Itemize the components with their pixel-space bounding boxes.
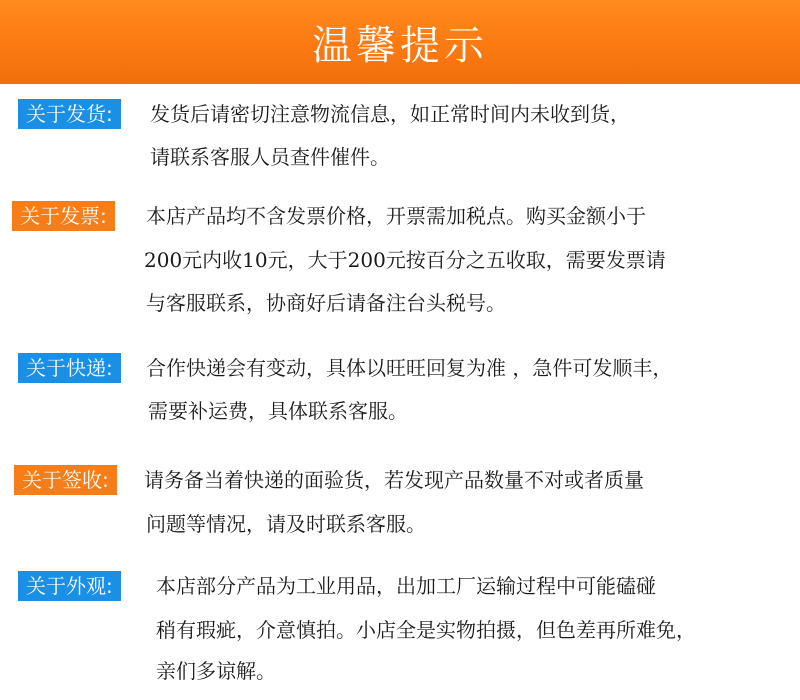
section-text-line: 需要补运费，具体联系客服。	[148, 399, 408, 423]
header-banner	[0, 0, 800, 84]
section-text-line: 稍有瑕疵，介意慎拍。小店全是实物拍摄，但色差再所难免，	[156, 618, 696, 642]
section-text-line: 与客服联系，协商好后请备注台头税号。	[146, 291, 506, 315]
section-text-line: 本店产品均不含发票价格，开票需加税点。购买金额小于	[146, 204, 646, 228]
section-label-receipt: 关于签收:	[14, 465, 117, 495]
section-label-invoice: 关于发票:	[12, 201, 115, 231]
section-label-courier: 关于快递:	[18, 353, 121, 383]
section-text-line: 本店部分产品为工业用品，出加工厂运输过程中可能磕碰	[156, 574, 656, 598]
section-text-line: 请联系客服人员查件催件。	[150, 145, 390, 169]
section-text-line: 问题等情况，请及时联系客服。	[146, 512, 426, 536]
section-label-appearance: 关于外观:	[18, 571, 121, 601]
section-text-line: 亲们多谅解。	[156, 659, 276, 683]
section-label-shipping: 关于发货:	[18, 99, 121, 129]
section-text-line: 合作快递会有变动，具体以旺旺回复为准 ，急件可发顺丰，	[146, 356, 673, 380]
section-text-line: 200元内收10元，大于200元按百分之五收取，需要发票请	[144, 248, 666, 272]
section-text-line: 请务备当着快递的面验货，若发现产品数量不对或者质量	[144, 468, 644, 492]
page-title: 温馨提示	[312, 22, 488, 69]
section-text-line: 发货后请密切注意物流信息，如正常时间内未收到货，	[150, 102, 630, 126]
